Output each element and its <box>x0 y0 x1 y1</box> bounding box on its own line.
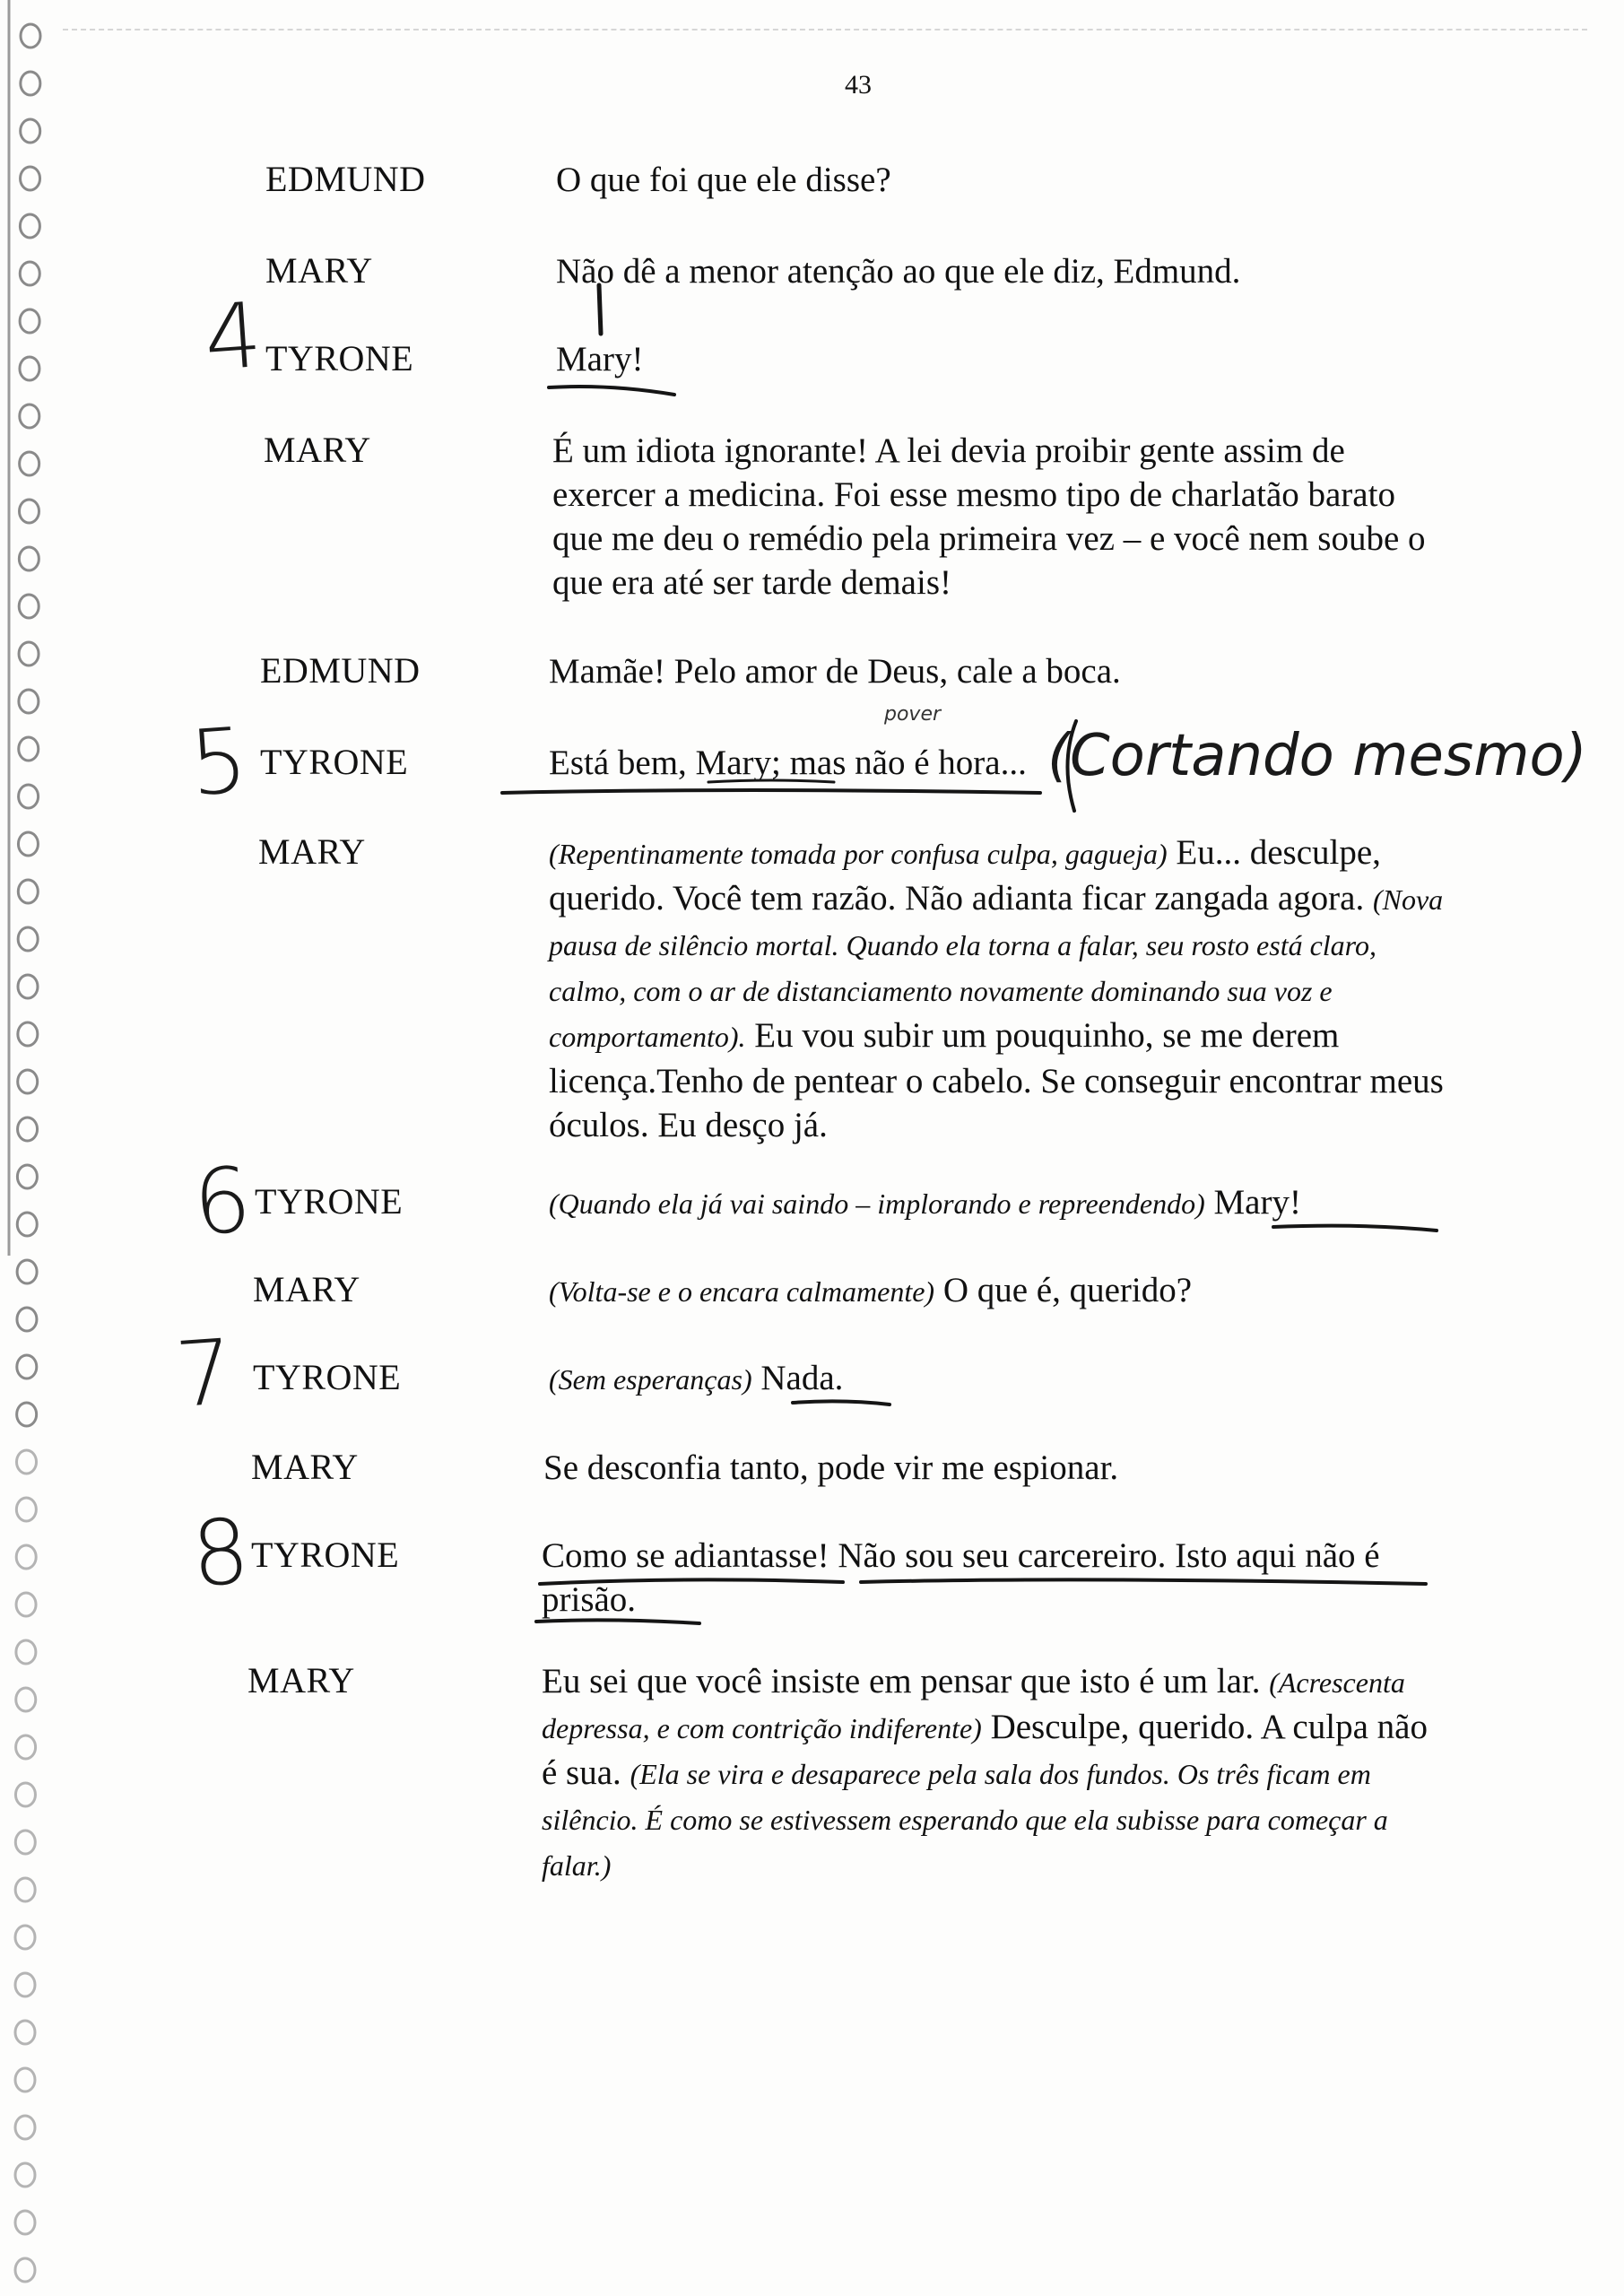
binding-hole <box>19 690 39 713</box>
dialogue-text <box>549 649 1455 693</box>
dialogue-text <box>556 249 1462 293</box>
speaker-name: EDMUND <box>265 159 426 199</box>
binding-hole <box>18 1118 38 1141</box>
speaker-name: MARY <box>258 831 366 872</box>
dialogue-text <box>552 429 1449 604</box>
stage-direction: (Volta-se e o encara calmamente) <box>549 1275 935 1308</box>
binding-hole <box>20 309 39 333</box>
dialogue-text <box>549 1268 1455 1314</box>
binding-hole <box>19 547 39 570</box>
page-number: 43 <box>845 70 872 100</box>
binding-hole <box>15 2163 35 2187</box>
binding-hole <box>18 832 38 856</box>
binding-hole <box>15 2258 35 2282</box>
binding-hole <box>16 1593 36 1616</box>
binding-hole <box>19 785 39 808</box>
binding-hole <box>18 927 38 951</box>
speaker-name: MARY <box>253 1269 360 1309</box>
binding-hole <box>20 357 39 380</box>
speaker-name: TYRONE <box>251 1535 400 1575</box>
stage-direction: (Ela se vira e desaparece pela sala dos fundos. Os três ficam em silêncio. É como se estivessem esperando que ela subisse para começar a falar.) <box>542 1758 1388 1882</box>
binding-hole <box>19 595 39 618</box>
stage-direction: (Quando ela já vai saindo – implorando e repreendendo) <box>549 1187 1205 1220</box>
cue-number-marker: 4 <box>200 282 265 392</box>
speech: Nada. <box>751 1359 844 1397</box>
speaker-name: TYRONE <box>255 1181 404 1222</box>
binding-hole <box>18 880 38 903</box>
speech: Como se adiantasse! Não sou seu carcereiro. Isto aqui não é prisão. <box>542 1536 1380 1619</box>
dialogue-text <box>542 1659 1447 1888</box>
binding-hole <box>16 1498 36 1521</box>
speech: Mary! <box>556 340 644 378</box>
binding-hole <box>18 975 38 998</box>
speaker-name: EDMUND <box>260 650 421 691</box>
binding-hole <box>16 1545 36 1569</box>
binding-hole <box>15 1926 35 1949</box>
speech: Eu sei que você insiste em pensar que isto é um lar. <box>542 1662 1270 1700</box>
dialogue-text <box>542 1534 1438 1622</box>
binding-hole <box>18 1022 38 1046</box>
speaker-name: MARY <box>251 1447 359 1487</box>
binding-hole <box>16 1735 36 1759</box>
speech: Está bem, Mary; mas não é hora... <box>549 744 1027 782</box>
speech: O que é, querido? <box>934 1271 1193 1309</box>
speaker-name: MARY <box>265 250 373 291</box>
speaker-name: TYRONE <box>260 742 409 782</box>
speech: Mamãe! Pelo amor de Deus, cale a boca. <box>549 652 1121 691</box>
binding-hole <box>15 2116 35 2139</box>
binding-hole <box>17 1450 37 1474</box>
binding-hole <box>16 1640 36 1664</box>
binding-hole <box>21 24 40 48</box>
dialogue-text <box>543 1446 1449 1490</box>
binding-hole <box>17 1165 37 1188</box>
binding-hole <box>17 1308 37 1331</box>
binding-hole <box>19 642 39 665</box>
binding-hole <box>18 1070 38 1093</box>
speaker-name: TYRONE <box>253 1357 402 1397</box>
binding-hole <box>15 1878 35 1901</box>
binding-hole <box>19 737 39 761</box>
speech: Eu vou subir um pouquinho, se me derem licença.Tenho de pentear o cabelo. Se conseguir encontrar meus óculos. Eu desço já. <box>549 1016 1444 1144</box>
speech: Eu... desculpe, querido. Você tem razão. Não adianta ficar zangada agora. <box>549 833 1381 918</box>
binding-hole <box>21 119 40 143</box>
stage-direction: (Sem esperanças) <box>549 1363 752 1396</box>
speech: Desculpe, querido. A culpa não é sua. <box>542 1708 1428 1792</box>
stage-direction: (Nova pausa de silêncio mortal. Quando ela torna a falar, seu rosto está claro, calmo, com o ar de distanciamento novamente dominando sua voz e comportamento). <box>549 883 1444 1053</box>
speech: Se desconfia tanto, pode vir me espionar. <box>543 1448 1119 1487</box>
speech: O que foi que ele disse? <box>556 161 891 199</box>
binding-hole <box>20 404 39 428</box>
scan-edge-line <box>63 29 1587 30</box>
binding-hole <box>20 214 39 238</box>
binding-hole <box>17 1260 37 1283</box>
speech: É um idiota ignorante! A lei devia proibir gente assim de exercer a medicina. Foi esse mesmo tipo de charlatão barato que me deu o remédio pela primeira vez – e você nem soube o que era até ser tarde demais! <box>552 431 1426 602</box>
cue-number-marker: 7 <box>171 1318 237 1429</box>
binding-hole <box>21 167 40 190</box>
cue-number-marker: 5 <box>186 707 251 817</box>
binding-hole <box>17 1403 37 1426</box>
dialogue-text <box>549 831 1455 1147</box>
binding-hole <box>16 1688 36 1711</box>
cue-number-marker: 6 <box>189 1146 255 1257</box>
binding-hole <box>20 452 39 475</box>
spiral-binding <box>0 0 63 2296</box>
stage-direction: (Acrescenta depressa, e com contrição indiferente) <box>542 1666 1405 1744</box>
binding-hole <box>15 1783 35 1806</box>
binding-hole <box>17 1355 37 1378</box>
handwritten-margin-note: (Cortando mesmo) <box>1047 723 1587 789</box>
dialogue-text <box>556 158 1462 202</box>
binding-hole <box>21 72 40 95</box>
binding-hole <box>15 2211 35 2234</box>
speech: Mary! <box>1204 1183 1301 1222</box>
binding-hole <box>20 262 39 285</box>
binding-hole <box>15 2068 35 2092</box>
handwritten-note-small: pover <box>884 703 942 726</box>
binding-graphic <box>0 0 63 2296</box>
binding-hole <box>20 500 39 523</box>
binding-hole <box>15 1973 35 1996</box>
speaker-name: MARY <box>248 1660 355 1700</box>
speaker-name: MARY <box>264 430 371 470</box>
binding-hole <box>15 1831 35 1854</box>
stage-direction: (Repentinamente tomada por confusa culpa, gagueja) <box>549 838 1168 870</box>
binding-hole <box>17 1213 37 1236</box>
dialogue-text <box>556 337 1462 381</box>
dialogue-text <box>549 1180 1455 1226</box>
binding-hole <box>15 2021 35 2044</box>
speaker-name: TYRONE <box>265 338 414 378</box>
cue-number-marker: 8 <box>187 1498 253 1608</box>
speech: Não dê a menor atenção ao que ele diz, Edmund. <box>556 252 1241 291</box>
dialogue-text <box>549 1356 1455 1402</box>
